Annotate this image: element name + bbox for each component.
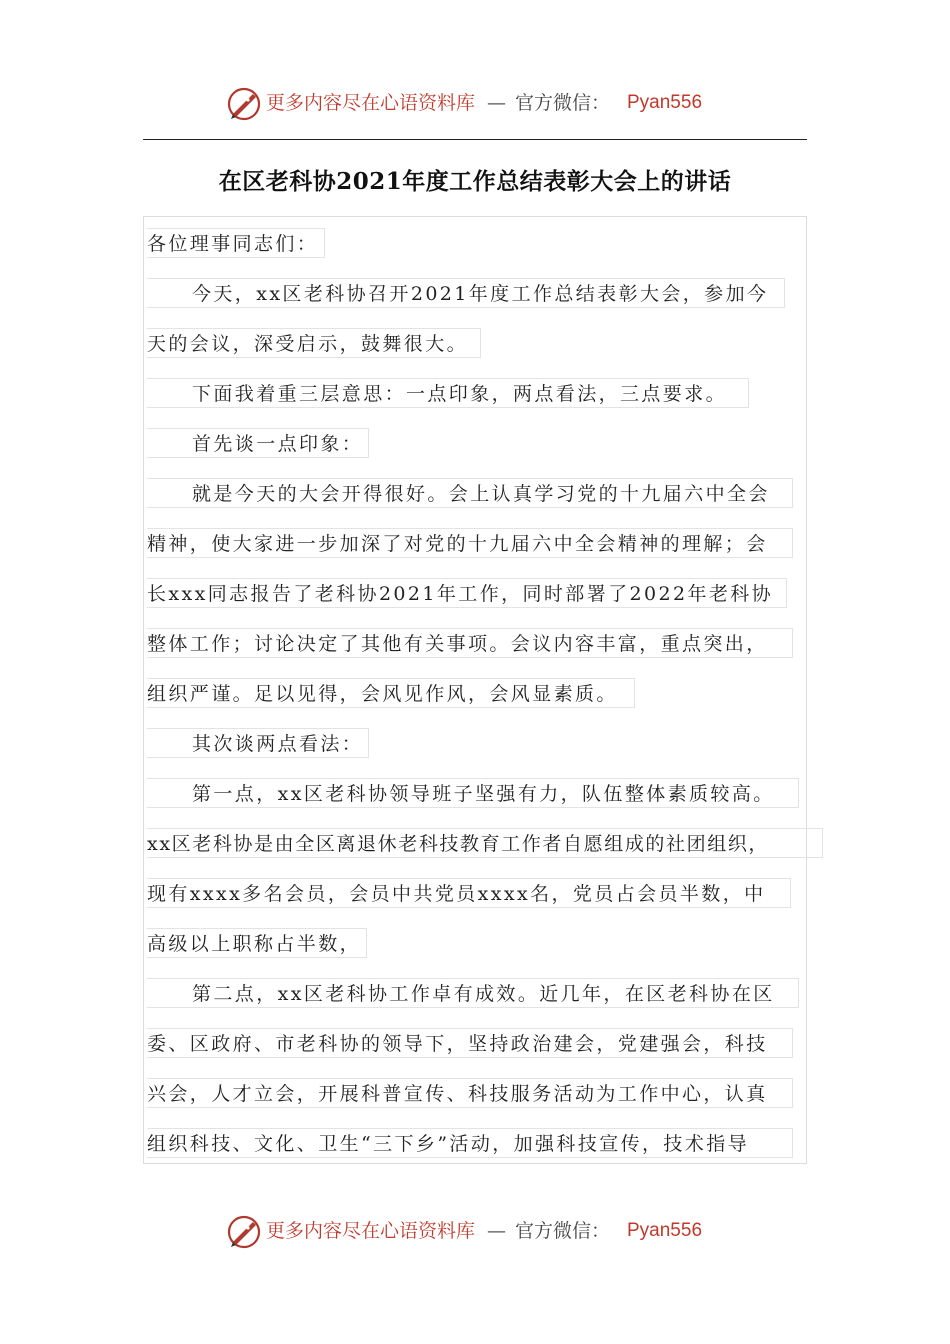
header-divider [143,139,807,140]
banner-text: 更多内容尽在心语资料库 [266,1220,476,1242]
text-line: 今天，xx区老科协召开2021年度工作总结表彰大会，参加今 [147,278,785,308]
document-title: 在区老科协2021年度工作总结表彰大会上的讲话 [218,168,732,195]
pen-logo-icon [226,1214,262,1250]
text-line: 精神，使大家进一步加深了对党的十九届六中全会精神的理解；会 [147,528,793,558]
text-line: 第一点，xx区老科协领导班子坚强有力，队伍整体素质较高。 [147,778,799,808]
banner-wechat-id: Pyan556 [627,92,703,113]
banner-wechat-id: Pyan556 [627,1220,703,1241]
banner-wechat-label: 官方微信： [515,92,611,114]
banner-separator: — [487,1220,506,1242]
text-line: 下面我着重三层意思：一点印象，两点看法，三点要求。 [147,378,749,408]
text-line: 就是今天的大会开得很好。会上认真学习党的十九届六中全会 [147,478,793,508]
text-line: 各位理事同志们： [147,228,325,258]
text-line: 兴会，人才立会，开展科普宣传、科技服务活动为工作中心，认真 [147,1078,793,1108]
footer-banner [0,1212,950,1252]
banner-separator: — [487,92,506,114]
header-banner [0,84,950,124]
text-line: 其次谈两点看法： [147,728,369,758]
pen-logo-icon [226,86,262,122]
text-line: 天的会议，深受启示，鼓舞很大。 [147,328,481,358]
text-line: 现有xxxx多名会员，会员中共党员xxxx名，党员占会员半数，中 [147,878,791,908]
banner-text: 更多内容尽在心语资料库 [266,92,476,114]
text-line: 组织科技、文化、卫生“三下乡”活动，加强科技宣传，技术指导 [147,1128,793,1158]
text-line: 首先谈一点印象： [147,428,369,458]
text-line: 高级以上职称占半数， [147,928,367,958]
banner-wechat-label: 官方微信： [515,1220,611,1242]
text-line: 第二点，xx区老科协工作卓有成效。近几年，在区老科协在区 [147,978,799,1008]
text-line: 长xxx同志报告了老科协2021年工作，同时部署了2022年老科协 [147,578,787,608]
text-line: 委、区政府、市老科协的领导下，坚持政治建会，党建强会，科技 [147,1028,793,1058]
text-line: 整体工作；讨论决定了其他有关事项。会议内容丰富，重点突出， [147,628,793,658]
text-line: 组织严谨。足以见得，会风见作风，会风显素质。 [147,678,635,708]
text-line: xx区老科协是由全区离退休老科技教育工作者自愿组成的社团组织， [147,828,823,858]
